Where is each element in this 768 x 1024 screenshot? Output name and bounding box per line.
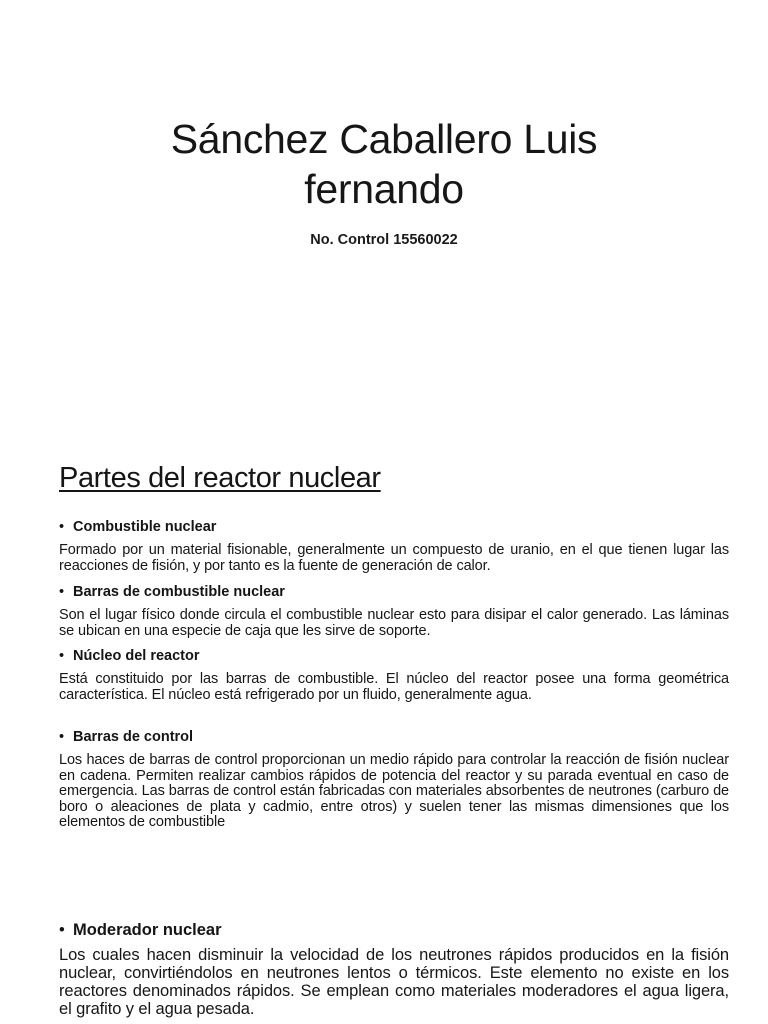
bullet-dot-icon: • [59,921,65,939]
author-name-title [60,114,708,214]
title-slide [0,0,768,430]
title-line-1: Sánchez Caballero Luis [170,116,598,162]
bullet-title-text: Núcleo del reactor [73,648,200,664]
section-nucleo-reactor [59,647,729,703]
bullet-dot-icon: • [59,584,65,600]
bullet-title-text: Moderador nuclear [73,921,222,939]
bullet-title [59,920,729,941]
bullet-text: Está constituido por las barras de combustible. El núcleo del reactor posee una forma geométrica característica. El núcleo está refrigerado por un fluido, generalmente agua. [59,671,729,703]
bullet-text: Los haces de barras de control proporcionan un medio rápido para controlar la reacción de fisión nuclear en cadena. Permiten realizar cambios rápidos de potencia del reactor y su parada eventual en caso de emergencia. Las barras de control están fabricadas con materiales absorbentes de neutrones (carburo de boro o aleaciones de plata y cadmio, entre otros) y suelen tener las mismas dimensiones que los elementos de combustible [59,752,729,831]
slide-heading: Partes del reactor nuclear [59,462,381,494]
bullet-title-text: Combustible nuclear [73,519,217,535]
bullet-dot-icon: • [59,729,65,745]
title-line-2: fernando [304,166,464,212]
section-barras-combustible [59,583,729,639]
bullet-dot-icon: • [59,648,65,664]
bullet-title [59,583,729,601]
bullet-title-text: Barras de combustible nuclear [73,584,285,600]
bullet-text: Formado por un material fisionable, generalmente un compuesto de uranio, en el que tienen lugar las reacciones de fisión, y por tanto es la fuente de generación de calor. [59,542,729,574]
bullet-title [59,728,729,746]
bullet-text: Son el lugar físico donde circula el combustible nuclear esto para disipar el calor generado. Las láminas se ubican en una especie de caja que les sirve de soporte. [59,607,729,639]
section-barras-control [59,728,729,831]
section-combustible-nuclear [59,518,729,574]
control-number: No. Control 15560022 [310,232,458,248]
content-slide [0,430,768,1024]
bullet-title [59,647,729,665]
bullet-title [59,518,729,536]
bullet-title-text: Barras de control [73,729,194,745]
bullet-dot-icon: • [59,519,65,535]
section-moderador-nuclear [59,920,729,1018]
bullet-text: Los cuales hacen disminuir la velocidad de los neutrones rápidos producidos en la fisión nuclear, convirtiéndolos en neutrones lentos o térmicos. Este elemento no existe en los reactores denominados rápidos. Se emplean como materiales moderadores el agua ligera, el grafito y el agua pesada. [59,946,729,1018]
